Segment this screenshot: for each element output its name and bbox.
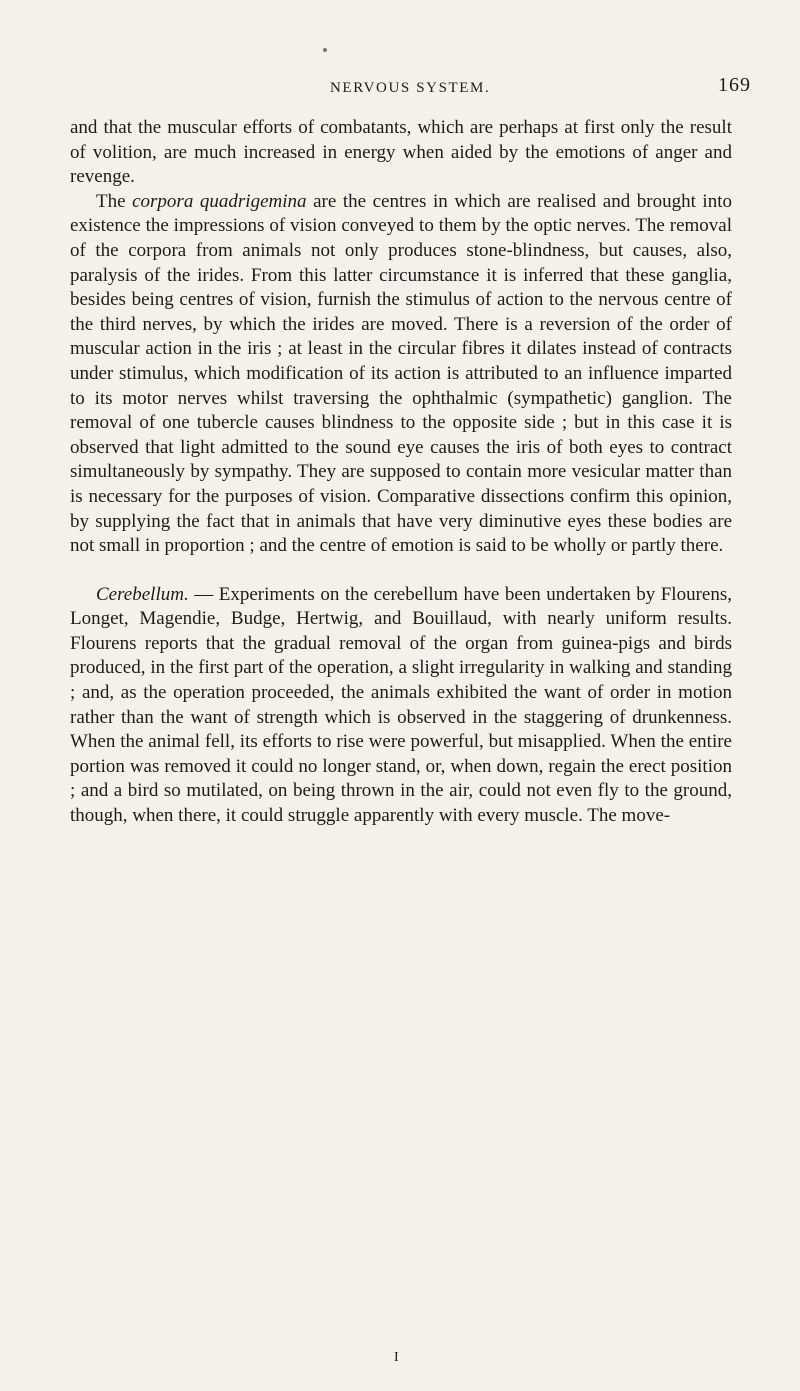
paragraph-continuation: and that the muscular efforts of combatants, which are perhaps at first only the result of volition, are much increased in energy when aided by the emotions of anger and revenge. [70, 117, 732, 188]
paragraph-body: — Experiments on the cerebellum have been undertaken by Flourens, Longet, Magendie, Budge, Hertwig, and Bouillaud, with nearly uniform results. Flourens reports that the gradual removal of the organ from guinea-pigs and birds produced, in the first part of the operation, a slight irregularity in walking and standing ; and, as the operation proceeded, the animals exhibited the want of order in motion rather than the want of strength which is observed in the staggering of drunkenness. When the animal fell, its efforts to rise were powerful, but misapplied. When the entire portion was removed it could no longer stand, or, when down, regain the erect position ; and a bird so mutilated, on being thrown in the air, could not even fly to the ground, though, when there, it could struggle apparently with every muscle. The move- [70, 583, 732, 827]
signature-mark: I [394, 1350, 400, 1365]
paragraph-corpora-quadrigemina [70, 190, 732, 559]
paragraph-lead: The [96, 190, 133, 212]
page-number: 169 [718, 74, 751, 96]
running-head [0, 74, 800, 104]
italic-term: corpora quadrigemina [132, 190, 307, 212]
body-text [70, 116, 732, 829]
paragraph-body: are the centres in which are realised and brought into existence the impressions of vision conveyed to them by the optic nerves. The removal of the corpora from animals not only produces stone-blindness, but causes, also, paralysis of the irides. From this latter circumstance it is inferred that these ganglia, besides being centres of vision, furnish the stimulus of action to the nervous centre of the third nerves, by which the irides are moved. There is a reversion of the order of muscular action in the iris ; at least in the circular fibres it dilates instead of contracts under stimulus, which modification of its action is attributed to an influence imparted to its motor nerves whilst traversing the ophthalmic (sympathetic) ganglion. The removal of one tubercle causes blindness to the opposite side ; but in this case it is observed that light admitted to the sound eye causes the iris of both eyes to contract simultaneously by sympathy. They are supposed to contain more vesicular matter than is necessary for the purposes of vision. Comparative dissections confirm this opinion, by supplying the fact that in animals that have very diminutive eyes these bodies are not small in proportion ; and the centre of emotion is said to be wholly or partly there. [70, 190, 732, 557]
running-title: NERVOUS SYSTEM. [330, 80, 491, 96]
section-heading: Cerebellum. [96, 583, 189, 605]
paragraph-cerebellum [70, 583, 732, 829]
ink-speck [323, 48, 327, 52]
